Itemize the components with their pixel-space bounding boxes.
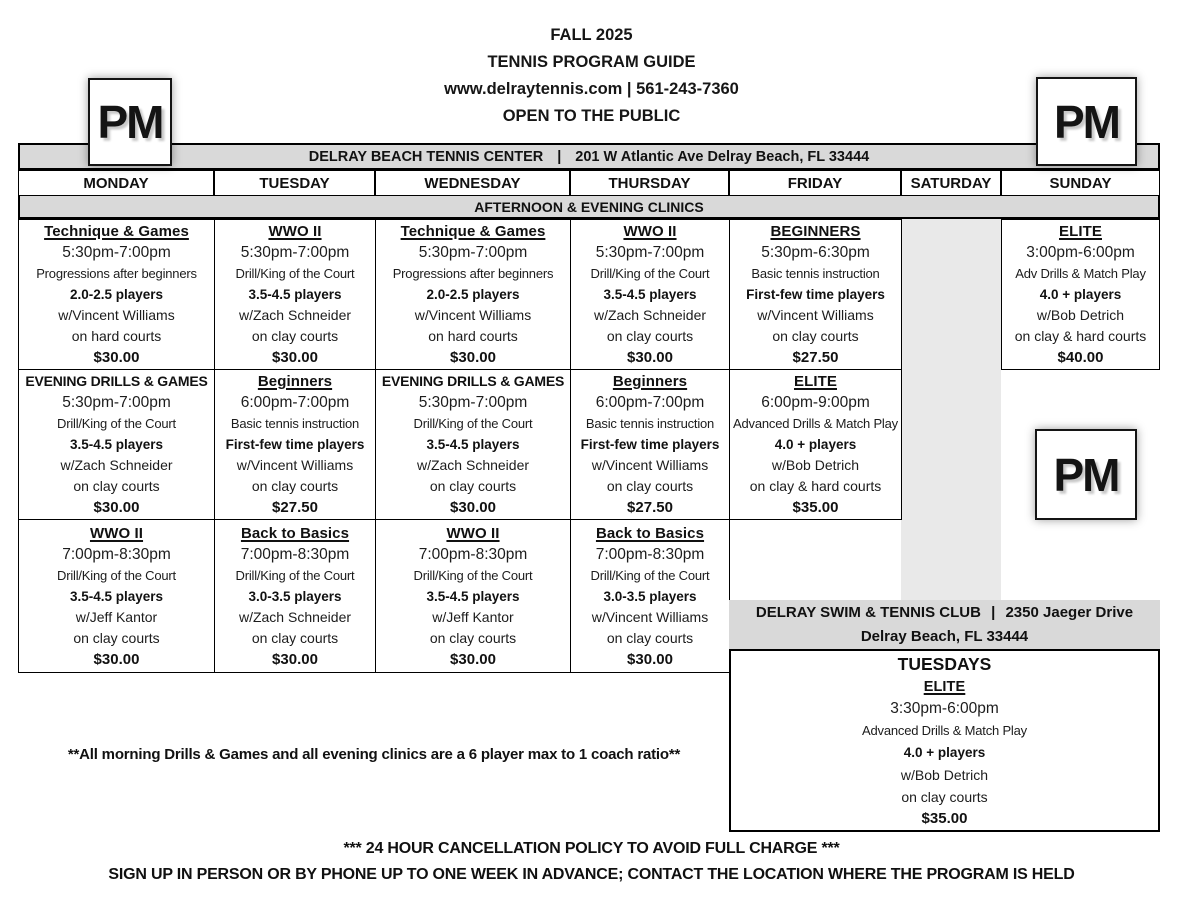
clinic-coach: w/Vincent Williams [591, 457, 709, 473]
clinic-desc: Basic tennis instruction [751, 266, 880, 281]
cancellation-policy-note: *** 24 HOUR CANCELLATION POLICY TO AVOID FULL CHARGE *** [343, 840, 840, 857]
clinic-cell-wednesday-3 [375, 519, 571, 673]
pm-logo-text: PM [97, 96, 163, 148]
clinic-price: $30.00 [272, 349, 318, 366]
clinic-cell-tuesday-1 [214, 219, 376, 370]
clinic-coach: w/Vincent Williams [58, 307, 175, 323]
clinic-desc: Advanced Drills & Match Play [733, 416, 898, 431]
clinic-time: 5:30pm-6:30pm [761, 244, 870, 261]
clinic-price: $30.00 [93, 650, 140, 668]
clinic-coach: w/Jeff Kantor [432, 608, 514, 625]
day-header-saturday: SATURDAY [901, 170, 1001, 196]
clinic-courts: on clay courts [73, 478, 160, 494]
swim-club-address2: Delray Beach, FL 33444 [860, 627, 1029, 645]
clinic-time: 7:00pm-8:30pm [418, 545, 528, 563]
pm-logo-top-right [1036, 77, 1137, 166]
day-header-friday: FRIDAY [729, 170, 901, 196]
clinic-title: ELITE [923, 678, 966, 695]
clinic-courts: on clay courts [901, 788, 988, 805]
clinic-price: $30.00 [450, 499, 496, 516]
clinic-players: 3.0-3.5 players [603, 588, 697, 604]
clinic-title: WWO II [268, 223, 322, 240]
clinics-section-banner: AFTERNOON & EVENING CLINICS [18, 196, 1160, 219]
clinic-time: 3:30pm-6:00pm [890, 699, 999, 717]
swim-club-day: TUESDAYS [897, 653, 992, 674]
clinic-players: First-few time players [746, 287, 885, 302]
clinic-price: $27.50 [272, 499, 318, 516]
clinic-cell-friday-1 [729, 219, 902, 370]
clinic-price: $27.50 [627, 499, 673, 516]
swim-club-name: DELRAY SWIM & TENNIS CLUB [755, 603, 981, 621]
clinic-time: 6:00pm-7:00pm [595, 394, 705, 411]
clinic-price: $27.50 [792, 349, 839, 366]
clinic-coach: w/Vincent Williams [757, 307, 874, 323]
clinic-players: 2.0-2.5 players [426, 287, 520, 302]
clinic-time: 7:00pm-8:30pm [240, 545, 350, 563]
clinic-coach: w/Zach Schneider [593, 307, 707, 323]
clinic-price: $30.00 [272, 650, 318, 668]
clinic-title: WWO II [446, 524, 500, 542]
clinic-courts: on clay courts [429, 478, 517, 494]
clinic-desc: Advanced Drills & Match Play [862, 722, 1027, 738]
clinic-courts: on clay courts [606, 629, 694, 646]
clinic-cell-thursday-1 [570, 219, 730, 370]
clinic-coach: w/Zach Schneider [238, 307, 352, 323]
clinic-title: Back to Basics [595, 524, 705, 542]
clinic-desc: Drill/King of the Court [57, 416, 176, 431]
clinic-courts: on clay & hard courts [749, 478, 882, 494]
clinic-desc: Progressions after beginners [392, 266, 554, 281]
clinic-cell-thursday-2 [570, 369, 730, 520]
swim-club-banner [729, 600, 1160, 649]
clinic-coach: w/Bob Detrich [771, 457, 860, 473]
pm-logo-top-left [88, 78, 172, 166]
clinic-cell-sunday-1 [1001, 219, 1160, 370]
clinic-coach: w/Zach Schneider [238, 608, 352, 625]
coach-ratio-note: **All morning Drills & Games and all evening clinics are a 6 player max to 1 coach ratio** [67, 746, 681, 763]
clinic-title: BEGINNERS [770, 223, 861, 240]
clinic-players: 3.0-3.5 players [248, 588, 342, 604]
clinic-players: 3.5-4.5 players [603, 287, 697, 302]
clinic-desc: Drill/King of the Court [413, 567, 533, 583]
clinic-title: Back to Basics [240, 524, 350, 542]
clinic-desc: Progressions after beginners [36, 266, 197, 281]
clinic-cell-wednesday-1 [375, 219, 571, 370]
clinic-players: 4.0 + players [1039, 287, 1122, 302]
clinic-courts: on clay courts [251, 478, 339, 494]
clinic-desc: Drill/King of the Court [413, 416, 533, 431]
clinic-price: $30.00 [450, 650, 496, 668]
clinic-cell-friday-2 [729, 369, 902, 520]
clinic-courts: on clay courts [73, 629, 160, 646]
clinic-cell-monday-2 [18, 369, 215, 520]
clinic-time: 5:30pm-7:00pm [418, 244, 528, 261]
clinic-title: Beginners [257, 373, 333, 390]
clinic-time: 6:00pm-7:00pm [240, 394, 350, 411]
clinic-courts: on clay courts [606, 328, 694, 344]
clinic-courts: on clay courts [429, 629, 517, 646]
tennis-center-address: 201 W Atlantic Ave Delray Beach, FL 33444 [575, 148, 870, 165]
clinic-title: WWO II [89, 524, 144, 542]
clinic-title: Technique & Games [400, 223, 546, 240]
clinic-time: 7:00pm-8:30pm [595, 545, 705, 563]
clinic-players: 3.5-4.5 players [426, 588, 520, 604]
clinic-courts: on clay courts [772, 328, 859, 344]
clinic-desc: Drill/King of the Court [57, 567, 176, 583]
swim-club-address: 2350 Jaeger Drive [1005, 603, 1134, 621]
clinic-cell-tuesday-3 [214, 519, 376, 673]
clinic-cell-tuesday-2 [214, 369, 376, 520]
guide-title: TENNIS PROGRAM GUIDE [487, 53, 696, 71]
clinic-players: First-few time players [225, 437, 365, 452]
clinic-coach: w/Vincent Williams [236, 457, 354, 473]
clinic-desc: Drill/King of the Court [590, 567, 710, 583]
clinic-courts: on clay courts [251, 629, 339, 646]
clinic-desc: Drill/King of the Court [235, 266, 355, 281]
separator: | [991, 603, 996, 621]
saturday-empty-column [901, 219, 1001, 600]
separator: | [557, 148, 562, 165]
clinic-cell-monday-3 [18, 519, 215, 673]
clinic-desc: Basic tennis instruction [585, 416, 715, 431]
clinic-cell-monday-1 [18, 219, 215, 370]
clinic-players: 3.5-4.5 players [69, 588, 164, 604]
pm-logo-mid-right [1035, 429, 1137, 520]
season-title: FALL 2025 [550, 26, 633, 44]
clinic-courts: on hard courts [428, 328, 518, 344]
clinic-time: 7:00pm-8:30pm [62, 545, 171, 563]
clinic-cell-wednesday-2 [375, 369, 571, 520]
clinic-desc: Drill/King of the Court [590, 266, 710, 281]
clinic-players: First-few time players [580, 437, 720, 452]
day-header-monday: MONDAY [18, 170, 214, 196]
clinic-title: Technique & Games [44, 223, 189, 240]
clinic-price: $35.00 [921, 809, 968, 827]
day-header-wednesday: WEDNESDAY [375, 170, 570, 196]
clinic-desc: Adv Drills & Match Play [1015, 266, 1146, 281]
clinic-time: 3:00pm-6:00pm [1026, 244, 1135, 261]
pm-logo-text: PM [1053, 448, 1119, 501]
tennis-center-name: DELRAY BEACH TENNIS CENTER [308, 148, 544, 165]
clinic-time: 5:30pm-7:00pm [418, 394, 528, 411]
clinic-price: $30.00 [627, 349, 673, 366]
day-header-thursday: THURSDAY [570, 170, 729, 196]
clinic-price: $30.00 [627, 650, 673, 668]
swim-club-clinic-box [729, 649, 1160, 832]
clinic-time: 6:00pm-9:00pm [761, 394, 870, 411]
clinic-coach: w/Bob Detrich [900, 766, 989, 783]
clinic-players: 3.5-4.5 players [69, 437, 164, 452]
clinic-cell-thursday-3 [570, 519, 730, 673]
day-header-sunday: SUNDAY [1001, 170, 1160, 196]
page-header [0, 22, 1183, 130]
clinic-players: 4.0 + players [903, 744, 986, 760]
clinic-title: WWO II [623, 223, 677, 240]
day-header-row [18, 170, 1160, 196]
clinic-title: Beginners [612, 373, 688, 390]
clinic-courts: on hard courts [71, 328, 162, 344]
clinic-time: 5:30pm-7:00pm [62, 394, 171, 411]
day-header-tuesday: TUESDAY [214, 170, 375, 196]
clinic-courts: on clay courts [251, 328, 339, 344]
clinic-coach: w/Bob Detrich [1036, 307, 1125, 323]
clinic-coach: w/Vincent Williams [591, 608, 709, 625]
clinic-desc: Drill/King of the Court [235, 567, 355, 583]
tennis-center-banner [18, 143, 1160, 170]
clinic-coach: w/Vincent Williams [414, 307, 532, 323]
clinic-players: 3.5-4.5 players [426, 437, 520, 452]
signup-instructions-note: SIGN UP IN PERSON OR BY PHONE UP TO ONE WEEK IN ADVANCE; CONTACT THE LOCATION WHERE THE PROGRAM IS HELD [108, 866, 1075, 883]
clinic-title: ELITE [793, 373, 837, 390]
contact-line: www.delraytennis.com | 561-243-7360 [444, 80, 739, 98]
clinic-players: 4.0 + players [774, 437, 857, 452]
clinic-title: EVENING DRILLS & GAMES [381, 373, 565, 389]
pm-logo-text: PM [1054, 95, 1119, 148]
clinic-coach: w/Jeff Kantor [75, 608, 158, 625]
clinic-price: $30.00 [93, 349, 140, 366]
clinic-time: 5:30pm-7:00pm [62, 244, 171, 261]
clinic-price: $30.00 [450, 349, 496, 366]
clinic-time: 5:30pm-7:00pm [595, 244, 705, 261]
clinic-price: $30.00 [93, 499, 140, 516]
clinic-players: 3.5-4.5 players [248, 287, 342, 302]
clinic-players: 2.0-2.5 players [69, 287, 164, 302]
clinic-price: $40.00 [1057, 349, 1104, 366]
clinic-desc: Basic tennis instruction [230, 416, 360, 431]
clinic-coach: w/Zach Schneider [416, 457, 530, 473]
clinic-price: $35.00 [792, 499, 839, 516]
clinic-courts: on clay courts [606, 478, 694, 494]
clinic-time: 5:30pm-7:00pm [240, 244, 350, 261]
public-line: OPEN TO THE PUBLIC [502, 107, 681, 125]
clinic-title: ELITE [1058, 223, 1102, 240]
clinic-title: EVENING DRILLS & GAMES [25, 373, 208, 389]
clinic-coach: w/Zach Schneider [60, 457, 173, 473]
clinic-courts: on clay & hard courts [1014, 328, 1147, 344]
